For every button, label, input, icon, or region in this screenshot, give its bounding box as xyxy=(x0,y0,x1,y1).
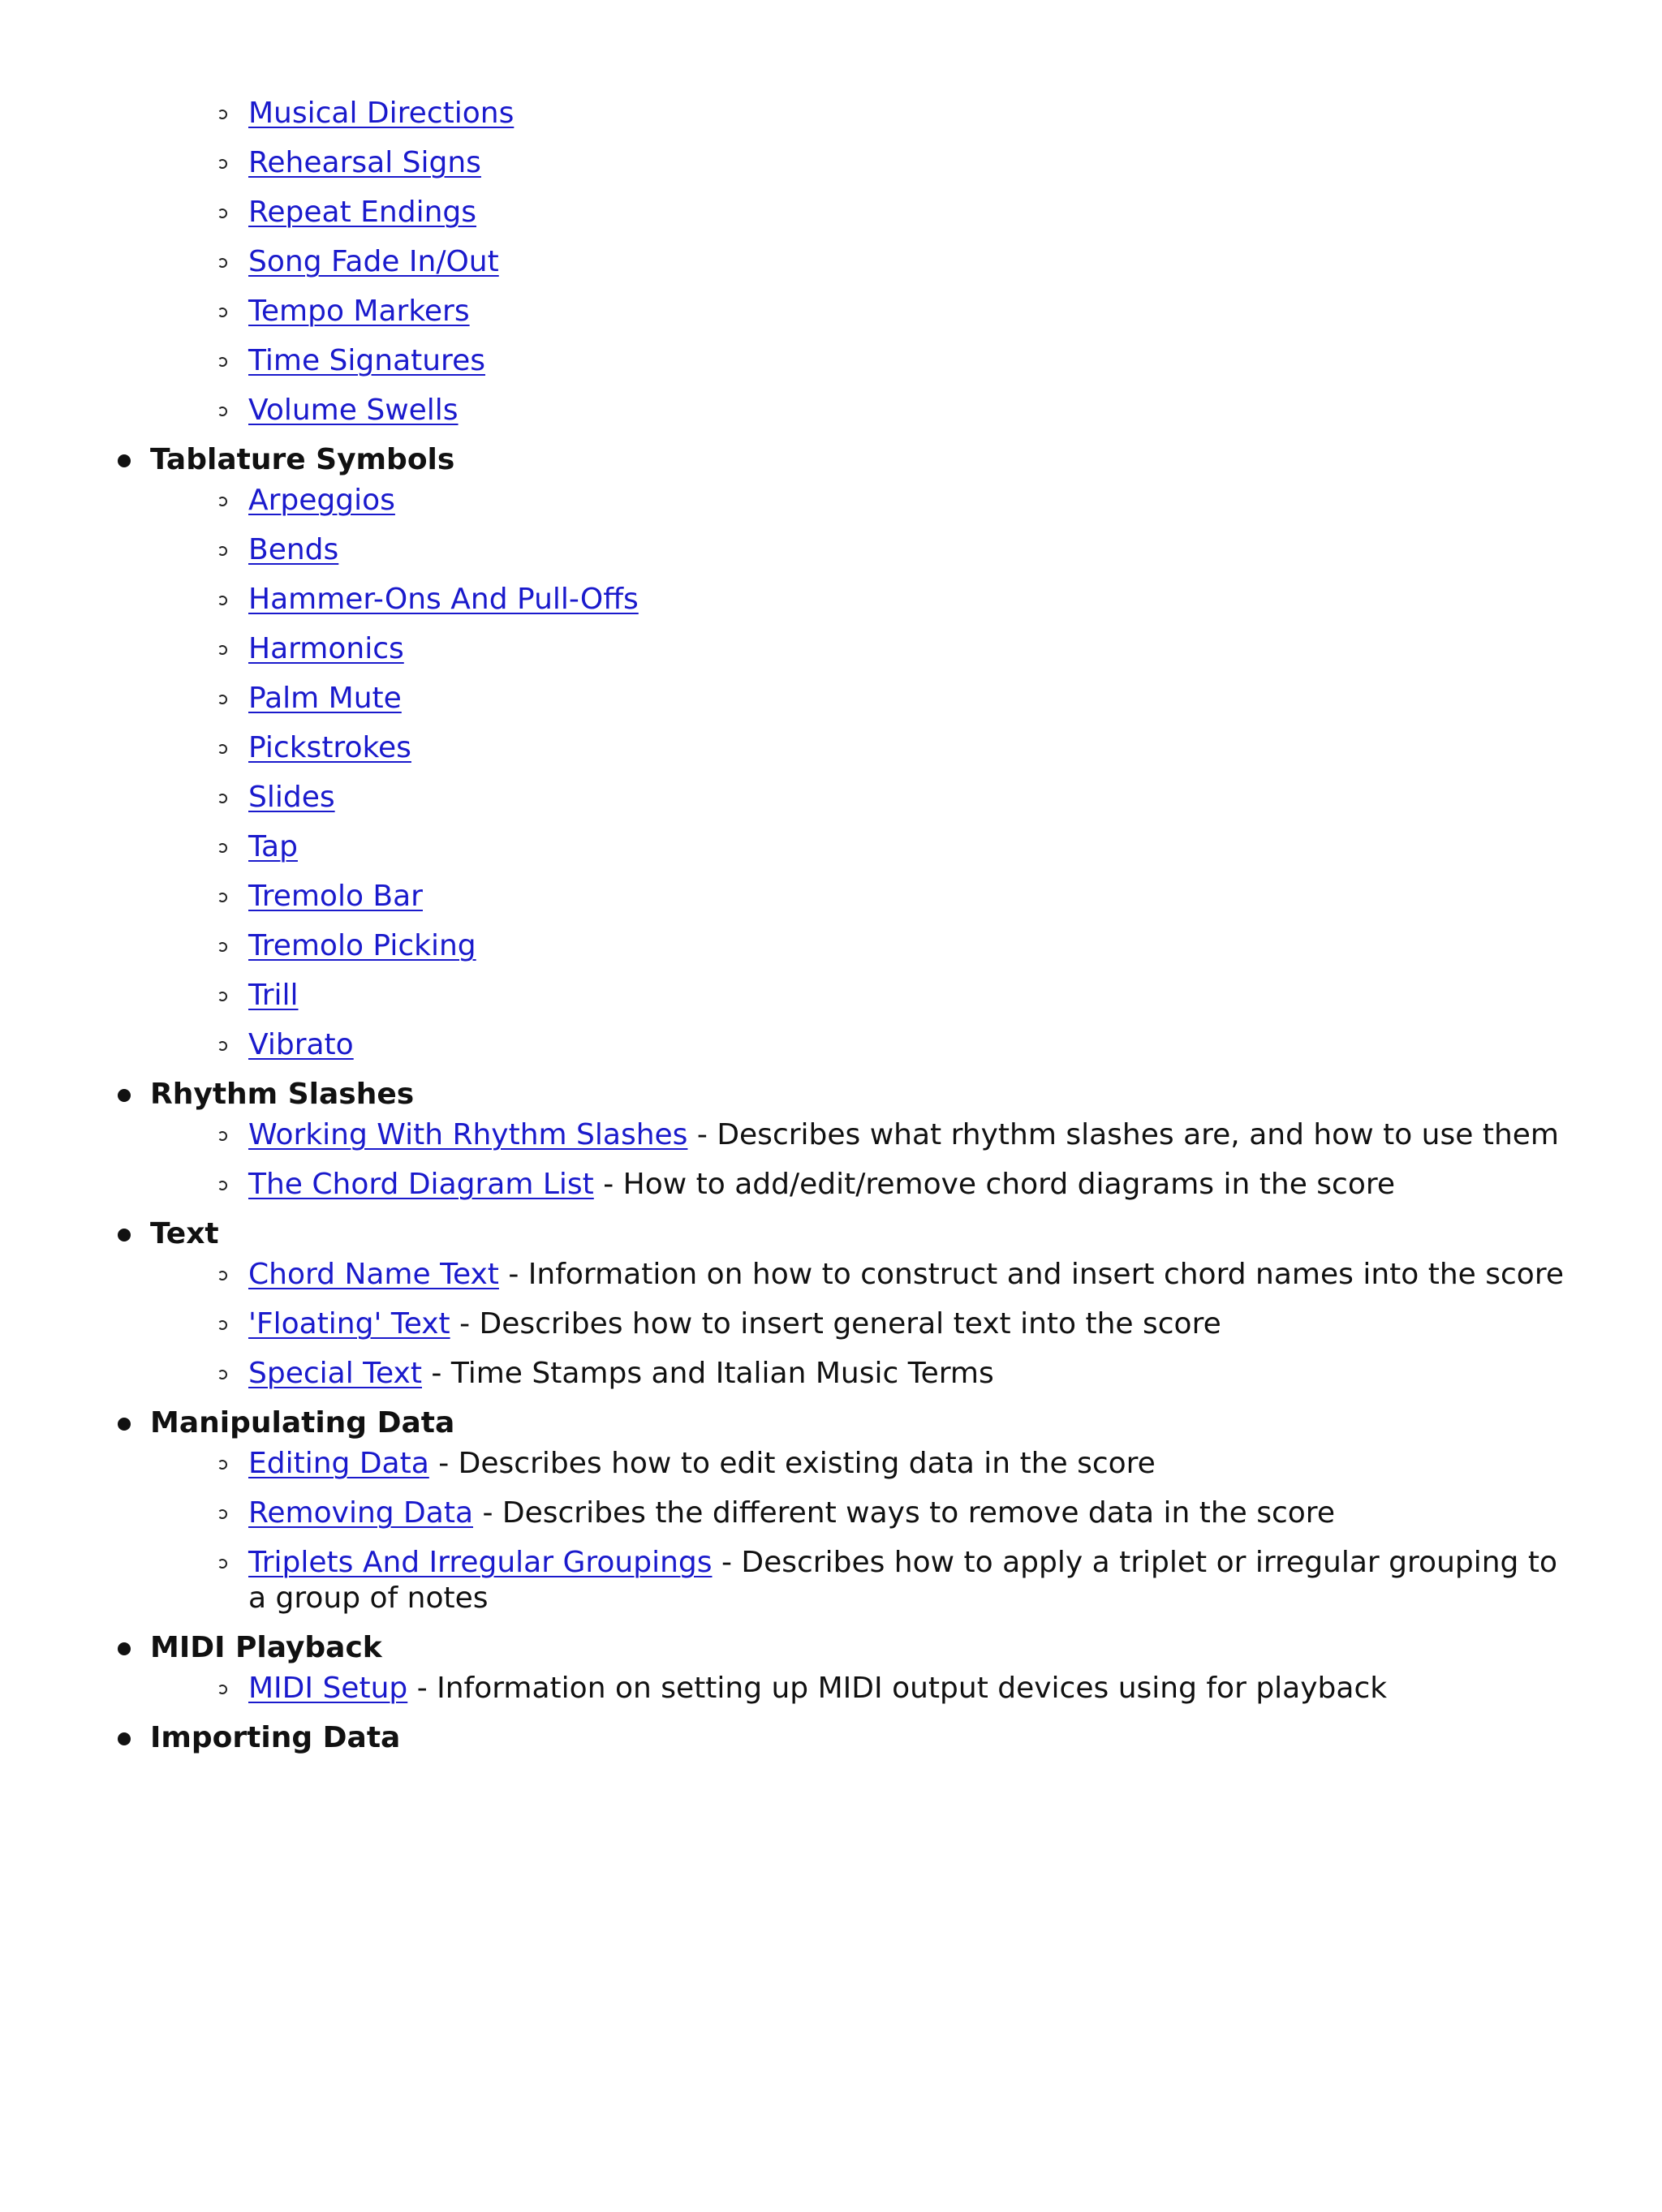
list-item xyxy=(118,1356,1570,1392)
section-list xyxy=(118,483,1570,1063)
filled-bullet-icon xyxy=(118,1642,131,1655)
topic-link-removing-data[interactable]: Removing Data xyxy=(248,1496,474,1530)
section-heading-label: Text xyxy=(150,1217,219,1250)
hollow-bullet-icon xyxy=(217,843,227,853)
section-list xyxy=(118,1671,1570,1706)
list-item xyxy=(118,244,1570,280)
hollow-bullet-icon xyxy=(217,1370,227,1379)
list-item xyxy=(118,978,1570,1013)
topic-link-chord-name-text[interactable]: Chord Name Text xyxy=(248,1258,499,1291)
topic-description: - Describes how to apply a triplet or irregular grouping to a group of notes xyxy=(248,1546,1557,1615)
filled-bullet-icon xyxy=(118,454,131,467)
topic-link-pickstrokes[interactable]: Pickstrokes xyxy=(248,731,411,764)
hollow-bullet-icon xyxy=(217,992,227,1001)
list-item xyxy=(118,532,1570,568)
section-rhythm-slashes xyxy=(118,1077,1570,1203)
list-item xyxy=(118,1117,1570,1153)
list-item xyxy=(118,145,1570,181)
topic-description: - Information on how to construct and insert chord names into the score xyxy=(498,1258,1564,1291)
list-item xyxy=(118,1446,1570,1482)
list-item xyxy=(118,780,1570,816)
list-item xyxy=(118,1306,1570,1342)
topic-link-vibrato[interactable]: Vibrato xyxy=(248,1028,354,1061)
hollow-bullet-icon xyxy=(217,1271,227,1280)
topic-link-arpeggios[interactable]: Arpeggios xyxy=(248,484,395,517)
hollow-bullet-icon xyxy=(217,407,227,416)
section-heading-label: MIDI Playback xyxy=(150,1631,382,1664)
section-heading-label: Tablature Symbols xyxy=(150,443,455,476)
list-item xyxy=(118,582,1570,618)
continued-section xyxy=(118,96,1570,428)
section-tablature-symbols xyxy=(118,442,1570,1063)
topic-link-hammer-ons[interactable]: Hammer-Ons And Pull-Offs xyxy=(248,583,639,616)
section-heading xyxy=(118,1405,1570,1441)
section-heading xyxy=(118,1630,1570,1666)
section-heading xyxy=(118,1720,1570,1756)
list-item xyxy=(118,1495,1570,1531)
topic-description: - Information on setting up MIDI output devices using for playback xyxy=(407,1672,1388,1705)
list-item xyxy=(118,483,1570,519)
hollow-bullet-icon xyxy=(217,357,227,367)
topic-link-chord-diagram-list[interactable]: The Chord Diagram List xyxy=(248,1168,594,1201)
list-item xyxy=(118,681,1570,717)
topic-description: - Describes how to edit existing data in the score xyxy=(428,1447,1156,1480)
list-item xyxy=(118,96,1570,131)
hollow-bullet-icon xyxy=(217,497,227,506)
topic-link-bends[interactable]: Bends xyxy=(248,533,339,566)
topic-link-tap[interactable]: Tap xyxy=(248,830,298,863)
list-item xyxy=(118,730,1570,766)
section-heading xyxy=(118,442,1570,478)
hollow-bullet-icon xyxy=(217,942,227,952)
list-item xyxy=(118,393,1570,428)
section-list xyxy=(118,1257,1570,1392)
filled-bullet-icon xyxy=(118,1418,131,1431)
list-item xyxy=(118,1545,1570,1616)
continued-list xyxy=(118,96,1570,428)
topic-link-musical-directions[interactable]: Musical Directions xyxy=(248,97,515,130)
hollow-bullet-icon xyxy=(217,1131,227,1141)
list-item xyxy=(118,928,1570,964)
topic-link-repeat-endings[interactable]: Repeat Endings xyxy=(248,196,477,229)
section-heading-label: Rhythm Slashes xyxy=(150,1078,415,1111)
hollow-bullet-icon xyxy=(217,110,227,119)
hollow-bullet-icon xyxy=(217,1181,227,1190)
hollow-bullet-icon xyxy=(217,159,227,169)
topic-link-palm-mute[interactable]: Palm Mute xyxy=(248,682,402,715)
list-item xyxy=(118,631,1570,667)
section-list xyxy=(118,1117,1570,1203)
topic-link-slides[interactable]: Slides xyxy=(248,781,335,814)
list-item xyxy=(118,829,1570,865)
hollow-bullet-icon xyxy=(217,744,227,754)
table-of-contents xyxy=(118,96,1570,1756)
list-item xyxy=(118,1027,1570,1063)
topic-description: - Describes the different ways to remove data in the score xyxy=(473,1496,1335,1530)
section-list xyxy=(118,1446,1570,1616)
topic-link-special-text[interactable]: Special Text xyxy=(248,1357,422,1390)
topic-link-editing-data[interactable]: Editing Data xyxy=(248,1447,429,1480)
section-heading-label: Manipulating Data xyxy=(150,1406,455,1440)
list-item xyxy=(118,195,1570,230)
topic-link-floating-text[interactable]: 'Floating' Text xyxy=(248,1307,450,1341)
section-midi-playback xyxy=(118,1630,1570,1706)
topic-link-working-with-rhythm-slashes[interactable]: Working With Rhythm Slashes xyxy=(248,1118,688,1151)
hollow-bullet-icon xyxy=(217,209,227,218)
list-item xyxy=(118,1257,1570,1293)
list-item xyxy=(118,1671,1570,1706)
filled-bullet-icon xyxy=(118,1732,131,1745)
list-item xyxy=(118,294,1570,329)
section-heading-label: Importing Data xyxy=(150,1721,401,1754)
hollow-bullet-icon xyxy=(217,645,227,655)
topic-link-time-signatures[interactable]: Time Signatures xyxy=(248,344,485,377)
section-importing-data xyxy=(118,1720,1570,1756)
topic-link-tempo-markers[interactable]: Tempo Markers xyxy=(248,295,470,328)
section-heading xyxy=(118,1216,1570,1252)
topic-link-tremolo-picking[interactable]: Tremolo Picking xyxy=(248,929,476,962)
hollow-bullet-icon xyxy=(217,546,227,556)
topic-description: - Describes how to insert general text into the score xyxy=(450,1307,1221,1341)
hollow-bullet-icon xyxy=(217,794,227,803)
topic-link-midi-setup[interactable]: MIDI Setup xyxy=(248,1672,408,1705)
topic-link-rehearsal-signs[interactable]: Rehearsal Signs xyxy=(248,146,481,179)
hollow-bullet-icon xyxy=(217,1509,227,1519)
topic-link-tremolo-bar[interactable]: Tremolo Bar xyxy=(248,880,423,913)
section-heading xyxy=(118,1077,1570,1112)
topic-link-triplets[interactable]: Triplets And Irregular Groupings xyxy=(248,1546,713,1579)
hollow-bullet-icon xyxy=(217,258,227,268)
section-manipulating-data xyxy=(118,1405,1570,1616)
section-text xyxy=(118,1216,1570,1392)
list-item xyxy=(118,343,1570,379)
topic-link-harmonics[interactable]: Harmonics xyxy=(248,632,404,665)
list-item xyxy=(118,879,1570,914)
hollow-bullet-icon xyxy=(217,893,227,902)
hollow-bullet-icon xyxy=(217,1320,227,1330)
topic-description: - How to add/edit/remove chord diagrams in the score xyxy=(593,1168,1396,1201)
topic-description: - Describes what rhythm slashes are, and how to use them xyxy=(687,1118,1559,1151)
hollow-bullet-icon xyxy=(217,596,227,605)
filled-bullet-icon xyxy=(118,1229,131,1242)
hollow-bullet-icon xyxy=(217,1041,227,1051)
hollow-bullet-icon xyxy=(217,308,227,317)
filled-bullet-icon xyxy=(118,1089,131,1102)
hollow-bullet-icon xyxy=(217,1460,227,1470)
topic-description: - Time Stamps and Italian Music Terms xyxy=(421,1357,994,1390)
hollow-bullet-icon xyxy=(217,695,227,704)
list-item xyxy=(118,1167,1570,1203)
hollow-bullet-icon xyxy=(217,1559,227,1569)
topic-link-trill[interactable]: Trill xyxy=(248,979,299,1012)
hollow-bullet-icon xyxy=(217,1685,227,1694)
topic-link-song-fade[interactable]: Song Fade In/Out xyxy=(248,245,499,278)
topic-link-volume-swells[interactable]: Volume Swells xyxy=(248,394,459,427)
